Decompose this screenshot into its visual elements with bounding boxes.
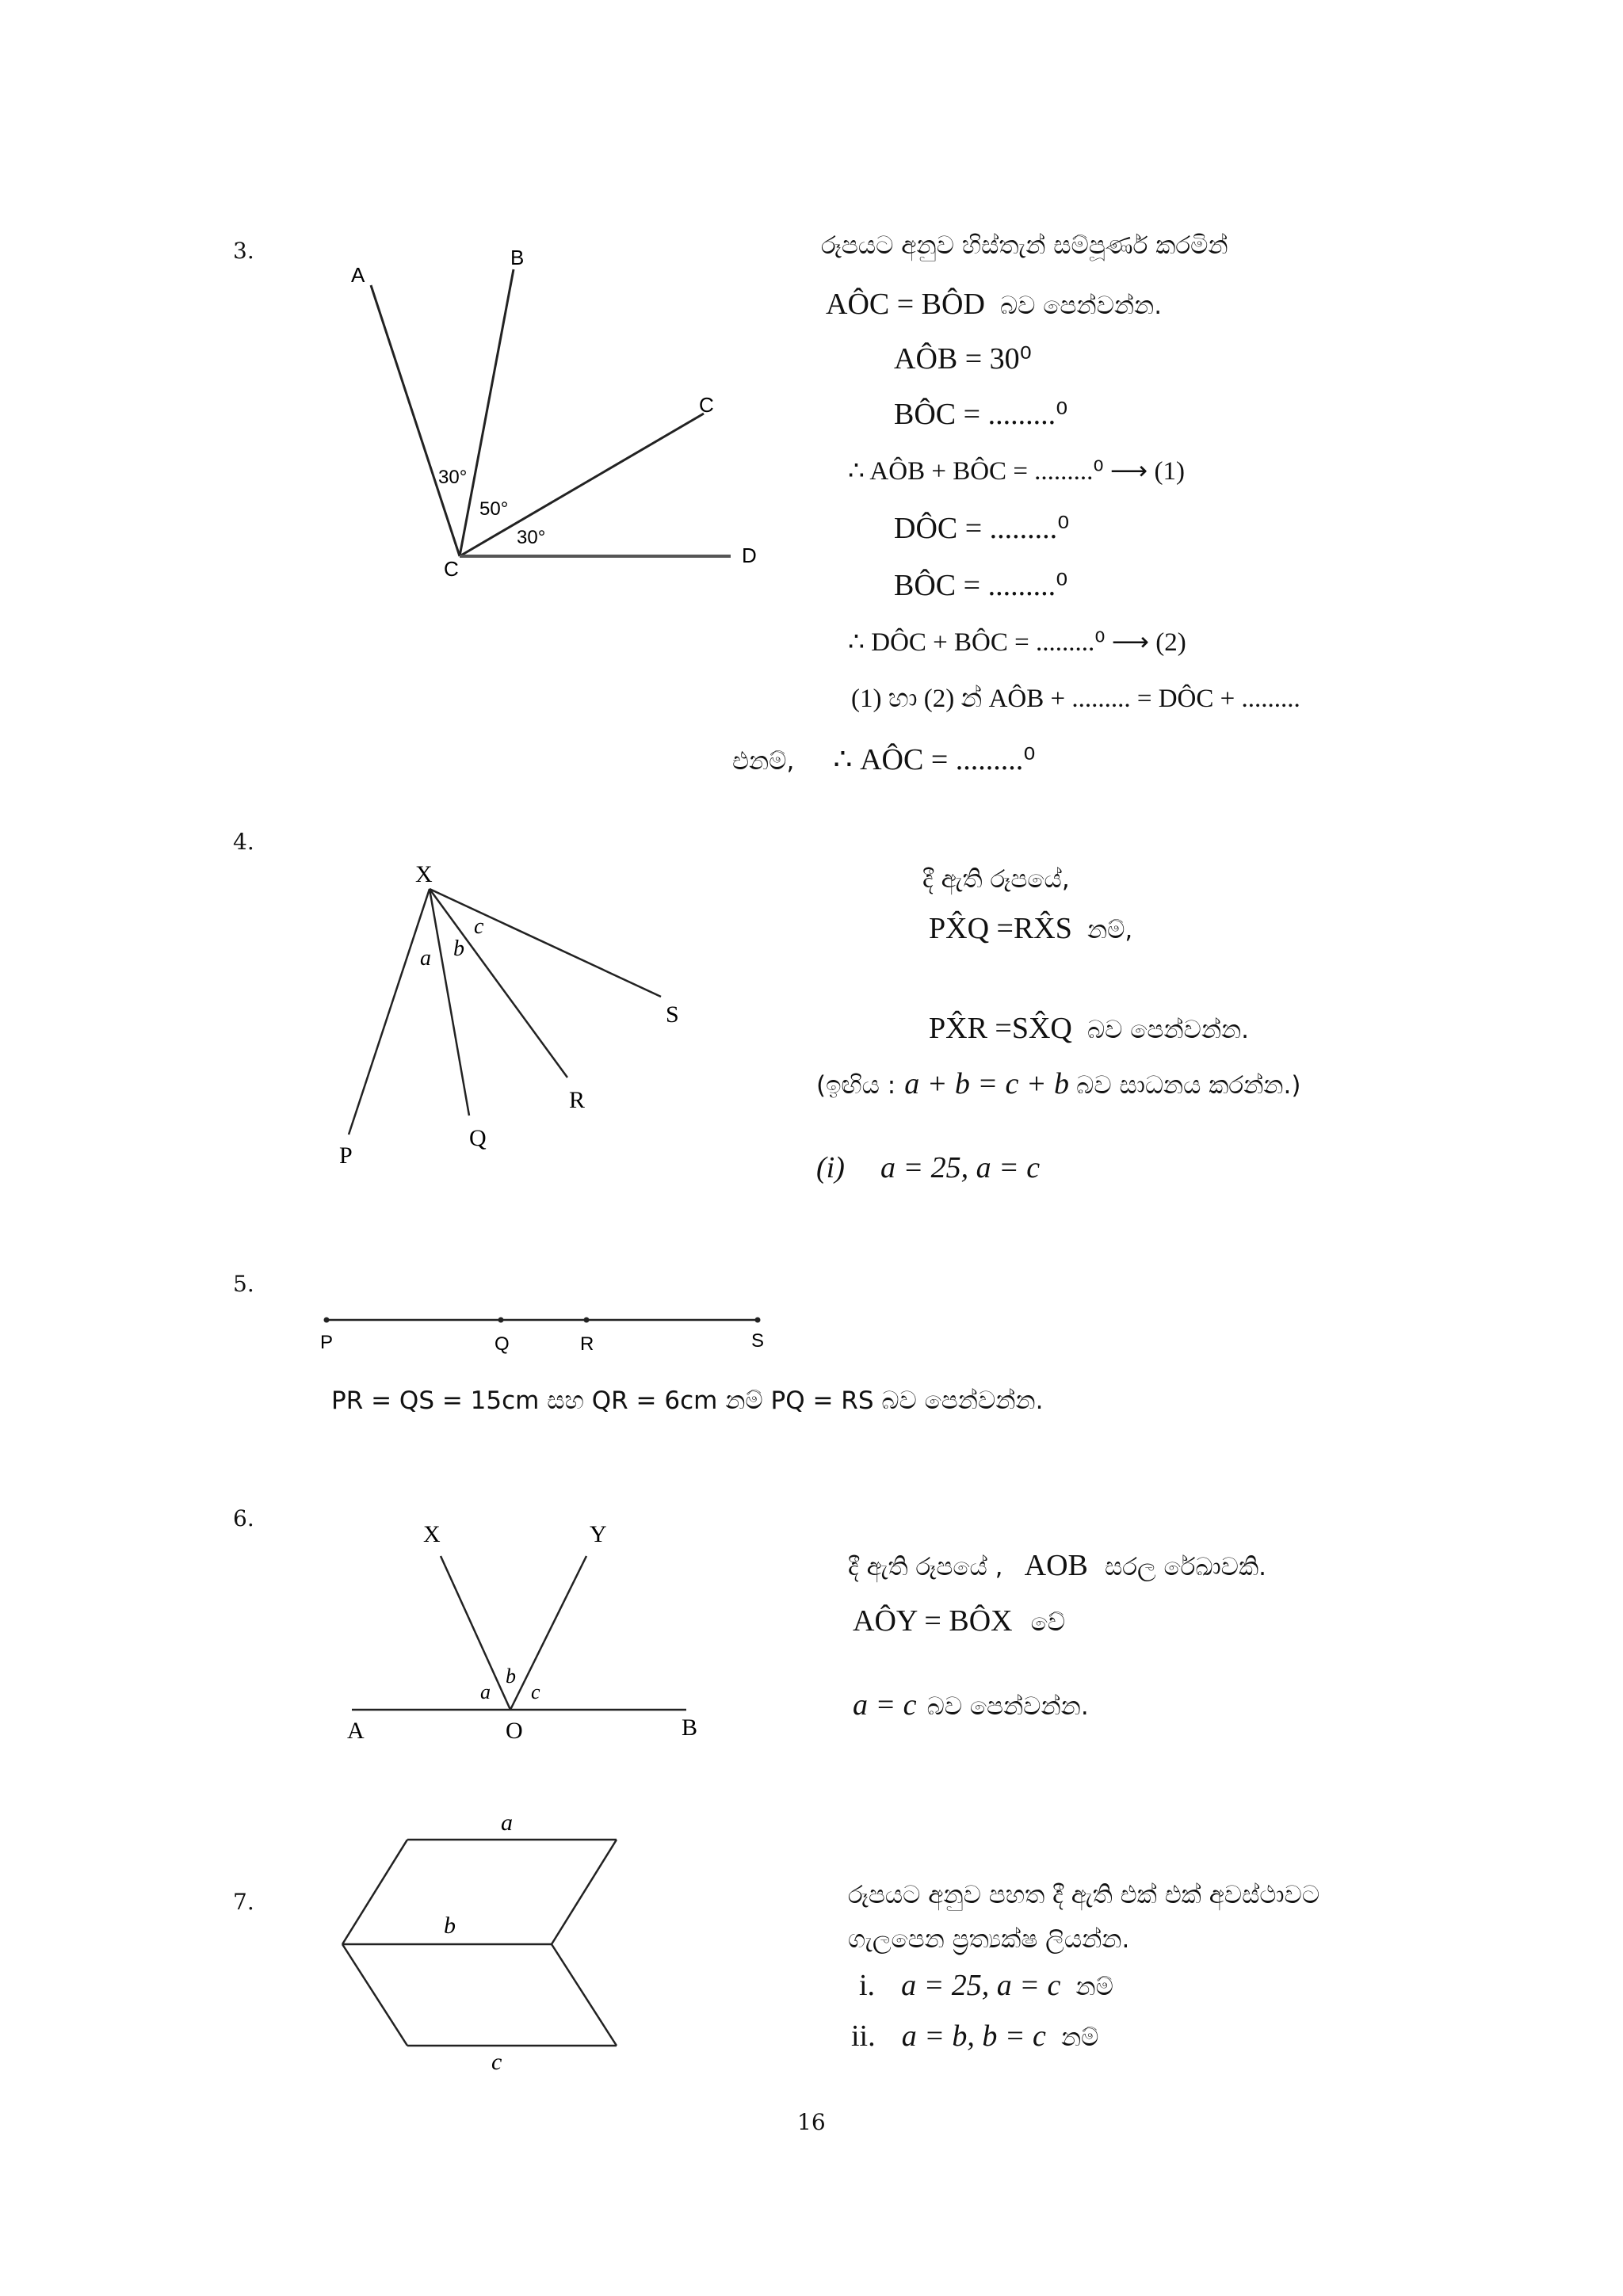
q3-conclusion-math: ∴ AÔC = .........⁰: [833, 743, 1036, 776]
question-3-number: 3.: [233, 238, 254, 264]
question-4-number: 4.: [233, 829, 254, 855]
q4-ray-xp: [349, 889, 430, 1135]
q3-instruction-suffix: බව පෙන්වන්න.: [1000, 292, 1163, 320]
q6-condition: [853, 1604, 1065, 1638]
q5-label-p: P: [320, 1332, 334, 1353]
q6-label-b: B: [682, 1714, 698, 1741]
q6-angle-a: a: [480, 1680, 491, 1703]
q4-prove-text: බව පෙන්වන්න.: [1086, 1016, 1250, 1044]
q4-angle-a: a: [420, 946, 431, 971]
q3-instruction-line1: රූපයට අනුව හිස්තැන් සම්පූර්ණ කරමින්: [821, 231, 1228, 260]
q6-label-o: O: [506, 1718, 523, 1744]
q6-label-y: Y: [590, 1521, 607, 1547]
q6-line-name: AOB: [1024, 1549, 1088, 1582]
q7-label-b: b: [444, 1913, 456, 1939]
q7-case-ii-text: නම්: [1060, 2023, 1099, 2052]
q3-to-prove: AÔC = BÔD: [826, 288, 985, 321]
q3-label-c: C: [699, 393, 714, 417]
q4-ray-xq: [430, 889, 469, 1116]
q6-ray-oy: [510, 1556, 586, 1710]
q4-label-q: Q: [469, 1125, 487, 1151]
q4-hint-math: a + b = c + b: [904, 1067, 1070, 1100]
q4-case-i: [816, 1150, 1040, 1185]
q4-to-prove: [929, 1011, 1249, 1046]
q3-step-5: BÔC = .........⁰: [894, 569, 1068, 602]
q5-point-s: [755, 1318, 761, 1323]
q3-label-b: B: [510, 246, 525, 269]
q7-instruction-line1: රූපයට අනුව පහත දී ඇති එක් එක් අවස්ථාවට: [848, 1881, 1320, 1909]
q6-ray-ox: [441, 1556, 510, 1710]
q4-label-x: X: [415, 861, 433, 887]
q4-given-condition: [929, 911, 1132, 946]
q5-point-q: [498, 1318, 504, 1323]
question-7-number: 7.: [233, 1889, 254, 1915]
q3-ray-oa: [371, 285, 460, 556]
q3-angle-boc: 50°: [479, 498, 509, 520]
q6-label-x: X: [423, 1521, 441, 1547]
q6-condition-math: AÔY = BÔX: [853, 1604, 1013, 1638]
page-number: 16: [797, 2109, 826, 2135]
q4-case-math: a = 25, a = c: [880, 1151, 1041, 1184]
q3-label-vertex: C: [444, 557, 459, 581]
q3-step-3: ∴ AÔB + BÔC = .........⁰ ⟶ (1): [848, 457, 1185, 486]
q3-angle-cod: 30°: [517, 527, 546, 548]
q4-label-p: P: [339, 1142, 353, 1169]
q4-angle-c: c: [474, 914, 484, 939]
q5-point-r: [584, 1318, 590, 1323]
q6-angle-c: c: [531, 1680, 540, 1703]
q5-point-p: [324, 1318, 330, 1323]
q5-label-r: R: [580, 1333, 594, 1355]
q3-instruction-line2: [826, 287, 1162, 322]
q7-case-i-text: නම්: [1075, 1973, 1113, 2001]
q5-label-s: S: [751, 1330, 765, 1352]
q4-label-r: R: [569, 1087, 586, 1113]
q3-step-2: BÔC = .........⁰: [894, 398, 1068, 431]
q4-hint-close: බව සාධනය කරන්න.): [1076, 1071, 1301, 1100]
q6-given: [848, 1548, 1266, 1583]
q7-label-a: a: [501, 1810, 513, 1836]
q3-conclusion-prefix: එනම්,: [732, 747, 795, 776]
q4-angle-b: b: [453, 936, 464, 961]
q6-to-prove: [853, 1688, 1089, 1722]
q7-case-ii-math: a = b, b = c: [901, 2019, 1046, 2053]
q3-step-7: (1) හා (2) න් AÔB + ......... = DÔC + .........: [851, 685, 1300, 713]
q3-label-d: D: [742, 543, 757, 567]
q4-hint: [816, 1066, 1300, 1101]
q4-label-s: S: [666, 1001, 679, 1028]
q4-condition-text: නම්,: [1086, 916, 1133, 944]
q4-hint-open: (ඉඟිය :: [816, 1071, 896, 1100]
q6-condition-text: වේ: [1030, 1608, 1066, 1637]
q3-step-6: ∴ DÔC + BÔC = .........⁰ ⟶ (2): [848, 628, 1186, 657]
question-5-number: 5.: [233, 1271, 254, 1297]
q6-angle-b: b: [506, 1665, 516, 1688]
q3-step-4: DÔC = .........⁰: [894, 512, 1070, 545]
q3-label-a: A: [351, 263, 365, 287]
q4-ray-xr: [430, 889, 567, 1077]
q6-label-a: A: [347, 1718, 365, 1744]
q4-prove-math: PX̂R =SX̂Q: [929, 1012, 1072, 1045]
q5-label-q: Q: [495, 1333, 510, 1355]
question-6-number: 6.: [233, 1505, 254, 1531]
q7-case-ii-label: ii.: [851, 2019, 876, 2053]
q6-prove-math: a = c: [853, 1688, 917, 1722]
q6-given-suffix: සරල රේඛාවකි.: [1104, 1553, 1267, 1581]
q3-conclusion: [732, 742, 1035, 777]
q7-label-c: c: [491, 2049, 502, 2075]
q4-condition-math: PX̂Q =RX̂S: [929, 912, 1072, 945]
q7-case-ii: [851, 2019, 1098, 2054]
q7-case-i: [859, 1968, 1113, 2003]
q6-given-intro: දී ඇති රූපයේ ,: [848, 1553, 1003, 1581]
q4-given-intro: දී ඇති රූපයේ,: [922, 865, 1070, 894]
q3-ray-oc: [460, 414, 704, 556]
q7-instruction-line2: ගැලපෙන ප්‍රත්‍යක්ෂ ලියන්න.: [848, 1925, 1130, 1954]
q7-case-i-label: i.: [859, 1969, 876, 2002]
q3-step-1: AÔB = 30⁰: [894, 342, 1032, 376]
q6-prove-text: බව පෙන්වන්න.: [926, 1692, 1089, 1721]
q5-statement: PR = QS = 15cm සහ QR = 6cm නම් PQ = RS බව පෙන්වන්න.: [331, 1386, 1044, 1415]
q3-angle-aob: 30°: [438, 467, 468, 488]
q4-case-label: (i): [816, 1151, 845, 1184]
q7-case-i-math: a = 25, a = c: [901, 1969, 1061, 2002]
